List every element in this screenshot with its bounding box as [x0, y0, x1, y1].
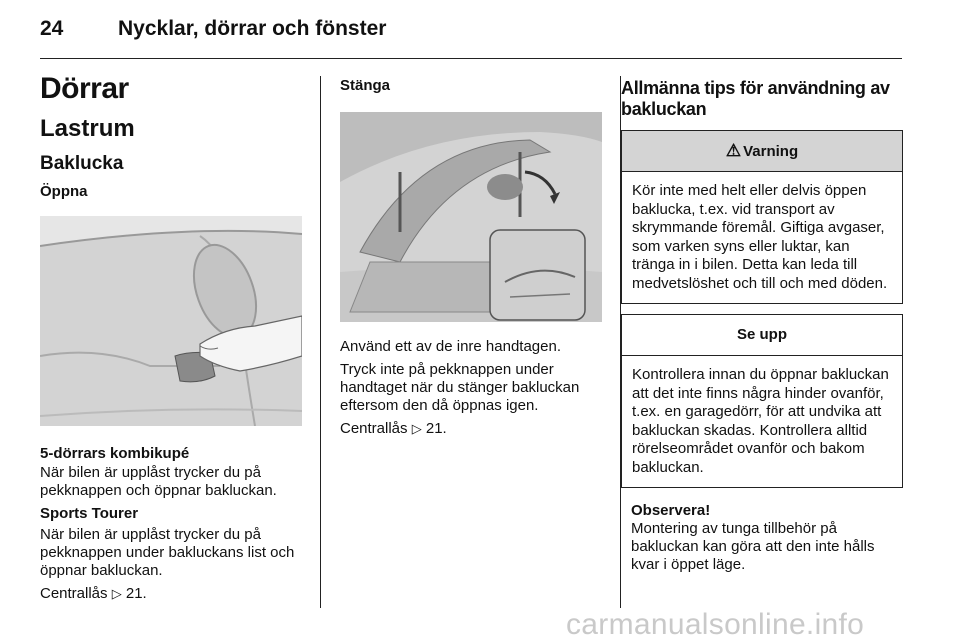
inner-handle-illustration: [340, 112, 602, 322]
ref-page: 21.: [425, 420, 447, 437]
caution-header: [622, 315, 902, 356]
warning-body: [622, 172, 902, 303]
page-number: 24: [40, 17, 64, 40]
warning-box: [621, 130, 903, 304]
tips-heading: Allmänna tips för användning av bakluckan: [621, 78, 890, 119]
note-text: Montering av tunga tillbehör på bakluckan kan göra att den inte hålls kvar i öppet läge.: [631, 520, 875, 573]
tailgate-close-illustration: [340, 112, 602, 322]
ref-text: Centrallås: [40, 585, 108, 602]
ref-text: Centrallås: [340, 420, 408, 437]
close-text-1: Använd ett av de inre handtagen.: [340, 338, 562, 355]
caution-text: Kontrollera innan du öppnar bakluckan att det inte finns några hinder ovanför, t.ex. en garagedörr, för att undvika att bakluckan skadas. Kontrollera alltid rörelseområdet ovanför och bakom bakluckan.: [632, 366, 889, 476]
cross-reference: [40, 585, 302, 603]
variant1-text: När bilen är upplåst trycker du på pekknappen och öppnar bakluckan.: [40, 464, 277, 499]
ref-page: 21.: [125, 585, 147, 602]
page-reference-arrow-icon: ▷: [111, 586, 122, 601]
caution-title: Se upp: [736, 326, 787, 343]
section-heading: Baklucka: [40, 153, 124, 174]
column-3: [621, 70, 903, 574]
open-heading: Öppna: [40, 183, 88, 200]
page-header: [0, 0, 960, 60]
hand-pressing-button-illustration: [40, 216, 302, 426]
subtitle: Lastrum: [40, 115, 135, 142]
page-reference-arrow-icon: ▷: [411, 421, 422, 436]
caution-body: [622, 356, 902, 487]
warning-header: [622, 131, 902, 172]
warning-triangle-icon: ⚠: [725, 141, 742, 160]
close-text-2: Tryck inte på pekknappen under handtaget när du stänger bakluckan eftersom den då öppnas igen.: [340, 361, 580, 414]
column-2: [340, 70, 602, 438]
variant2-heading: Sports Tourer: [40, 505, 139, 522]
warning-text: Kör inte med helt eller delvis öppen baklucka, t.ex. vid transport av skrymmande föremål. Giftiga avgaser, som varken syns eller luktar, kan tränga in i bilen. Detta kan leda till medvetslöshet och till och med döden.: [632, 182, 888, 292]
chapter-title: Nycklar, dörrar och fönster: [118, 17, 387, 40]
note-title: Observera!: [631, 502, 711, 519]
header-rule: [40, 58, 902, 59]
variant1-heading: 5-dörrars kombikupé: [40, 445, 190, 462]
note: [621, 502, 903, 574]
close-heading: Stänga: [340, 77, 391, 94]
watermark: carmanualsonline.info: [566, 608, 865, 641]
caution-box: [621, 314, 903, 488]
tailgate-open-illustration: [40, 216, 302, 426]
page-title: Dörrar: [40, 72, 129, 105]
column-divider-1: [320, 76, 321, 608]
column-1: [40, 70, 302, 603]
variant2-text: När bilen är upplåst trycker du på pekknappen under bakluckans list och öppnar bakluckan.: [40, 526, 295, 579]
cross-reference: [340, 420, 602, 438]
warning-title: Varning: [743, 143, 799, 160]
